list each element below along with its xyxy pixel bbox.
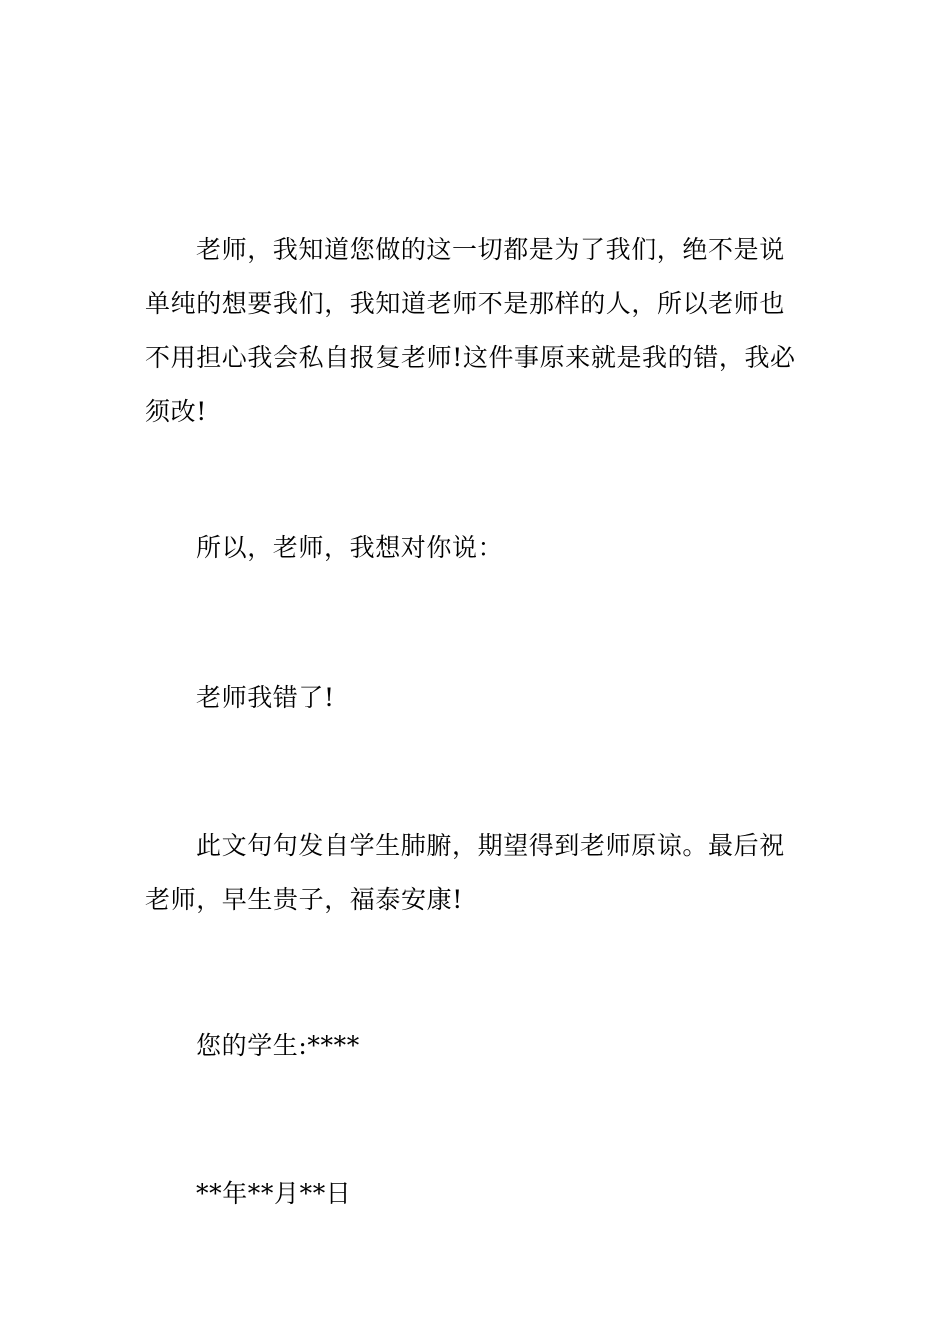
body-paragraph-address: 所以，老师，我想对你说： (196, 533, 504, 562)
date-line: **年**月**日 (196, 1179, 352, 1208)
body-paragraph-closing-wish: 此文句句发自学生肺腑，期望得到老师原谅。最后祝老师，早生贵子，福泰安康! (145, 831, 785, 914)
body-paragraph-apology: 老师，我知道您做的这一切都是为了我们，绝不是说单纯的想要我们，我知道老师不是那样的人，所以老师也不用担心我会私自报复老师!这件事原来就是我的错，我必须改! (145, 235, 796, 426)
signature-line: 您的学生:**** (196, 1031, 360, 1060)
body-paragraph-confession: 老师我错了! (196, 683, 335, 712)
